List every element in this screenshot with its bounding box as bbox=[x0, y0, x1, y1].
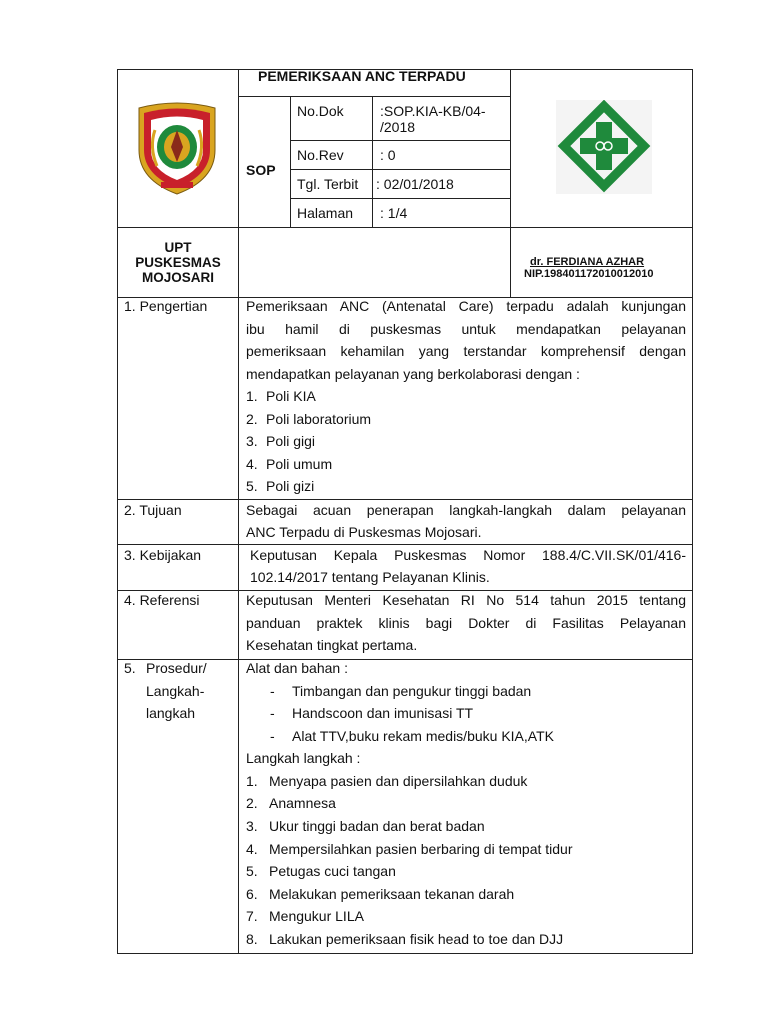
field-value-no-rev: : 0 bbox=[380, 147, 396, 163]
alat-bullet: - bbox=[270, 728, 275, 744]
tujuan-line: ANC Terpadu di Puskesmas Mojosari. bbox=[246, 524, 482, 540]
step-num: 2. bbox=[246, 795, 258, 811]
step-num: 1. bbox=[246, 773, 258, 789]
langkah-heading: Langkah langkah : bbox=[246, 750, 361, 766]
pengertian-line: pemeriksaan kehamilan yang terstandar komprehensif dengan bbox=[246, 343, 686, 359]
pengertian-line: mendapatkan pelayanan yang berkolaborasi dengan : bbox=[246, 366, 580, 382]
field-value-no-dok: :SOP.KIA-KB/04- bbox=[380, 103, 486, 119]
step-item: Menyapa pasien dan dipersilahkan duduk bbox=[269, 773, 528, 789]
field-value-halaman: : 1/4 bbox=[380, 205, 408, 221]
field-label-no-dok: No.Dok bbox=[297, 103, 344, 119]
referensi-line: Keputusan Menteri Kesehatan RI No 514 tahun 2015 tentang bbox=[246, 592, 686, 608]
kebijakan-line: 102.14/2017 tentang Pelayanan Klinis. bbox=[250, 569, 490, 585]
section-label-referensi: 4. Referensi bbox=[124, 592, 200, 608]
step-item: Melakukan pemeriksaan tekanan darah bbox=[269, 886, 515, 902]
org-line: UPT bbox=[164, 240, 192, 255]
alat-heading: Alat dan bahan : bbox=[246, 660, 348, 676]
list-item: Poli gigi bbox=[266, 433, 316, 449]
list-item: Poli umum bbox=[266, 456, 333, 472]
step-item: Mengukur LILA bbox=[269, 908, 364, 924]
list-item: Poli gizi bbox=[266, 478, 315, 494]
list-item-num: 3. bbox=[246, 433, 258, 449]
step-num: 5. bbox=[246, 863, 258, 879]
field-label-tgl-terbit: Tgl. Terbit bbox=[297, 176, 359, 192]
section-label-kebijakan: 3. Kebijakan bbox=[124, 547, 202, 563]
field-value-tgl-terbit: : 02/01/2018 bbox=[376, 176, 454, 192]
step-item: Anamnesa bbox=[269, 795, 336, 811]
section-label-tujuan: 2. Tujuan bbox=[124, 502, 182, 518]
step-num: 4. bbox=[246, 841, 258, 857]
section-label-prosedur: langkah bbox=[146, 705, 196, 721]
referensi-line: Kesehatan tingkat pertama. bbox=[246, 637, 418, 653]
step-item: Ukur tinggi badan dan berat badan bbox=[269, 818, 485, 834]
field-label-halaman: Halaman bbox=[297, 205, 354, 221]
field-value-no-dok-cont: /2018 bbox=[380, 119, 416, 135]
step-item: Lakukan pemeriksaan fisik head to toe dan DJJ bbox=[269, 931, 564, 947]
list-item: Poli KIA bbox=[266, 388, 316, 404]
list-item-num: 4. bbox=[246, 456, 258, 472]
alat-item: Handscoon dan imunisasi TT bbox=[292, 705, 474, 721]
pengertian-line: Pemeriksaan ANC (Antenatal Care) terpadu adalah kunjungan bbox=[246, 298, 686, 314]
alat-item: Alat TTV,buku rekam medis/buku KIA,ATK bbox=[292, 728, 554, 744]
org-line: PUSKESMAS bbox=[135, 255, 221, 270]
step-item: Petugas cuci tangan bbox=[269, 863, 396, 879]
step-num: 6. bbox=[246, 886, 258, 902]
org-name bbox=[118, 240, 238, 285]
alat-bullet: - bbox=[270, 683, 275, 699]
step-num: 3. bbox=[246, 818, 258, 834]
section-label-prosedur: Langkah- bbox=[146, 683, 205, 699]
step-item: Mempersilahkan pasien berbaring di tempat tidur bbox=[269, 841, 573, 857]
alat-bullet: - bbox=[270, 705, 275, 721]
kebijakan-line: Keputusan Kepala Puskesmas Nomor 188.4/C.VII.SK/01/416- bbox=[250, 547, 686, 563]
document-title: PEMERIKSAAN ANC TERPADU bbox=[258, 68, 466, 84]
section-label-prosedur: Prosedur/ bbox=[146, 660, 207, 676]
org-line: MOJOSARI bbox=[141, 270, 214, 285]
section-label-prosedur-num: 5. bbox=[124, 660, 136, 676]
list-item-num: 2. bbox=[246, 411, 258, 427]
sop-label: SOP bbox=[246, 162, 276, 178]
section-label-pengertian: 1. Pengertian bbox=[124, 298, 208, 314]
regional-emblem-logo bbox=[131, 100, 223, 196]
list-item-num: 1. bbox=[246, 388, 258, 404]
signer-nip: NIP.198401172010012010 bbox=[524, 268, 654, 280]
list-item: Poli laboratorium bbox=[266, 411, 372, 427]
tujuan-line: Sebagai acuan penerapan langkah-langkah dalam pelayanan bbox=[246, 502, 686, 518]
alat-item: Timbangan dan pengukur tinggi badan bbox=[292, 683, 532, 699]
pengertian-line: ibu hamil di puskesmas untuk mendapatkan pelayanan bbox=[246, 321, 686, 337]
list-item-num: 5. bbox=[246, 478, 258, 494]
puskesmas-logo bbox=[556, 100, 652, 194]
step-num: 8. bbox=[246, 931, 258, 947]
step-num: 7. bbox=[246, 908, 258, 924]
referensi-line: panduan praktek klinis bagi Dokter di Fasilitas Pelayanan bbox=[246, 615, 686, 631]
field-label-no-rev: No.Rev bbox=[297, 147, 344, 163]
signer-name: dr. FERDIANA AZHAR bbox=[530, 256, 645, 268]
